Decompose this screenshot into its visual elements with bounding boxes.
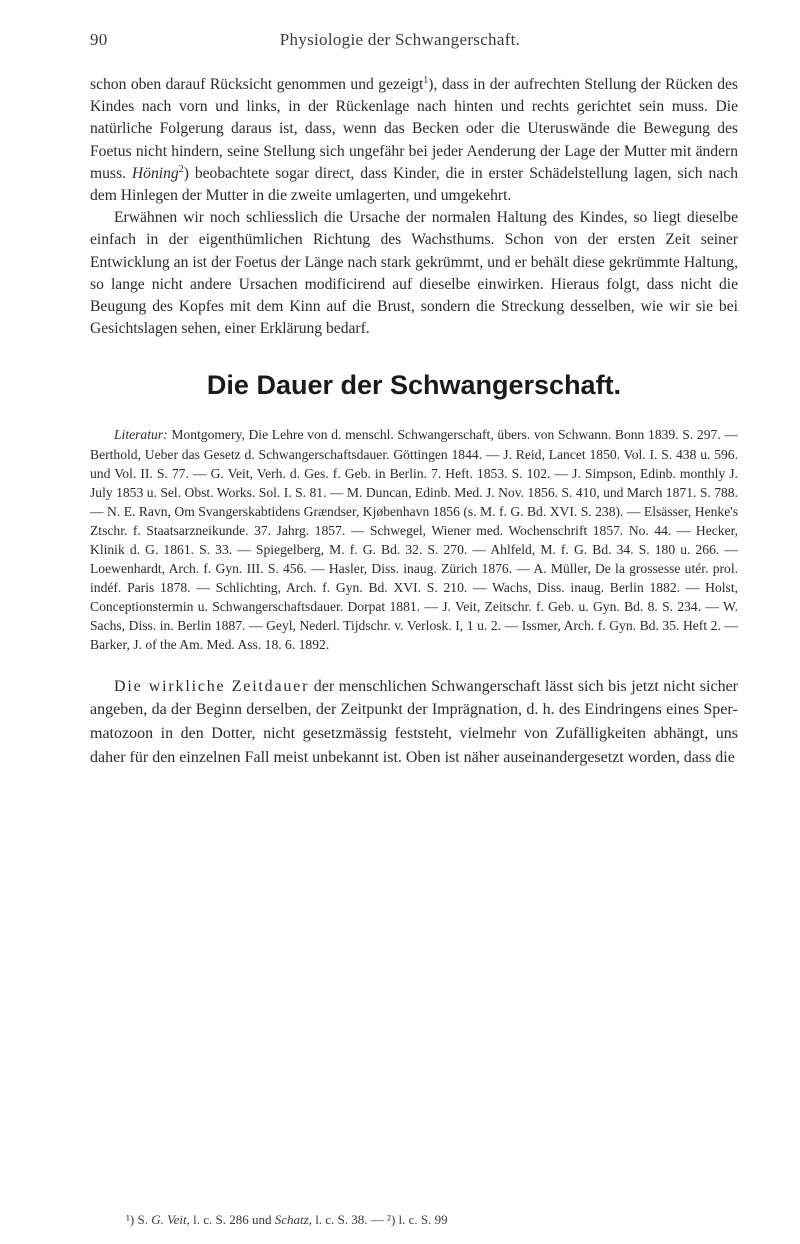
page-number: 90 <box>90 30 108 49</box>
literature-label: Literatur: <box>114 427 168 443</box>
intro-paragraph-1: schon oben darauf Rücksicht genommen und gezeigt$^1$), dass in der aufrechten Stellung der Rücken des Kindes nach vorn und links, in der Rückenlage nach hinten und rechts gerichtet sein muss. Die natürliche Folgerung daraus ist, dass, wenn das Becken oder die Uteruswände die Bewegung des Foetus nicht hindern, seine Stellung sich ungefähr bei jeder Aenderung der Lage der Mutter mit ändern muss. Höning$^2$) beobachtete sogar direct, dass Kinder, die in erster Schädelstellung lagen, sich nach dem Hinlegen der Mutter in die zweite umlagerten, und umgekehrt. <box>90 74 738 205</box>
literature-references: Montgomery, Die Lehre von d. menschl. Schwangerschaft, übers. von Schwann. Bonn 1839. S. 297. — Berthold, Ueber das Gesetz d. Schwangerschaftsdauer. Göttingen 1844. — J. Reid, Lancet 1850. Vol. I. S. 438 u. 596. und Vol. II. S. 77. — G. Veit, Verh. d. Ges. f. Geb. in Berlin. 7. Heft. 1853. S. 102. — J. Simpson, Edinb. monthly J. July 1853 u. Sel. Obst. Works. Sol. I. S. 81. — M. Duncan, Edinb. Med. J. Nov. 1856. S. 410, und March 1871. S. 788. — N. E. Ravn, Om Svangerskabtidens Grændser, Kjøbenhavn 1856 (s. M. f. G. Bd. XVI. S. 238). — Elsässer, Henke's Ztschr. f. Staatsarzneikunde. 37. Jahrg. 1857. — Schwegel, Wiener med. Wochenschrift 1857. No. 44. — Hecker, Klinik d. G. 1861. S. 33. — Spiegelberg, M. f. G. Bd. 32. S. 270. — Ahlfeld, M. f. G. Bd. 34. S. 180 u. 266. — Loewenhardt, Arch. f. Gyn. III. S. 456. — Hasler, Diss. inaug. Zürich 1876. — A. Müller, De la grossesse utér. prol. indéf. Paris 1878. — Schlichting, Arch. f. Gyn. Bd. XVI. S. 210. — Wachs, Diss. inaug. Berlin 1882. — Holst, Conceptionstermin u. Schwangerschaftsdauer. Dorpat 1881. — J. Veit, Zeitschr. f. Geb. u. Gyn. Bd. 8. S. 234. — W. Sachs, Diss. in. Berlin 1887. — Geyl, Nederl. Tijdschr. v. Verlosk. I, 1 u. 2. — Issmer, Arch. f. Gyn. Bd. 35. Heft 2. — Barker, J. of the Am. Med. Ass. 18. 6. 1892. <box>90 427 738 653</box>
footnote-ref-2: 2 <box>178 163 184 175</box>
footnotes: ¹) S. G. Veit, l. c. S. 286 und Schatz, l. c. S. 38. — ²) l. c. S. 99 <box>126 1212 448 1227</box>
intro-paragraph-2: Erwähnen wir noch schliesslich die Ursache der normalen Haltung des Kindes, so liegt dieselbe einfach in der eigenthümlichen Richtung des Wachsthums. Schon von der ersten Zeit seiner Entwicklung an ist der Foetus der Länge nach stark gekrümmt, und er behält diese gekrümmte Haltung, so lange nicht andere Ursachen modificirend auf dieselbe einwirken. Hieraus folgt, dass nicht die Beugung des Kopfes mit dem Kinn auf die Brust, sondern die Streckung desselben, wie wir sie bei Gesichtslagen sehen, einer Erklärung bedarf. <box>90 209 738 338</box>
emphasis-lead: Die wirkliche Zeitdauer <box>114 677 310 695</box>
literature-list <box>90 425 738 654</box>
footnote-ref-1: 1 <box>423 74 429 86</box>
section-heading: Die Dauer der Schwangerschaft. <box>206 370 622 401</box>
body-paragraph: Die wirkliche Zeitdauer der menschlichen Schwangerschaft lässt sich bis jetzt nicht sicher angeben, da der Beginn derselben, der Zeitpunkt der Imprägnation, d. h. des Eindringens eines Spermatozoon in den Dotter, nicht gesetzmässig feststeht, vielmehr von Zufälligkeiten abhängt, uns daher für den einzelnen Fall meist unbekannt ist. Oben ist näher auseinandergesetzt worden, dass die <box>90 677 738 766</box>
cited-author: Höning <box>131 164 179 182</box>
page-body <box>90 74 738 770</box>
running-title: Physiologie der Schwangerschaft. <box>279 30 521 49</box>
